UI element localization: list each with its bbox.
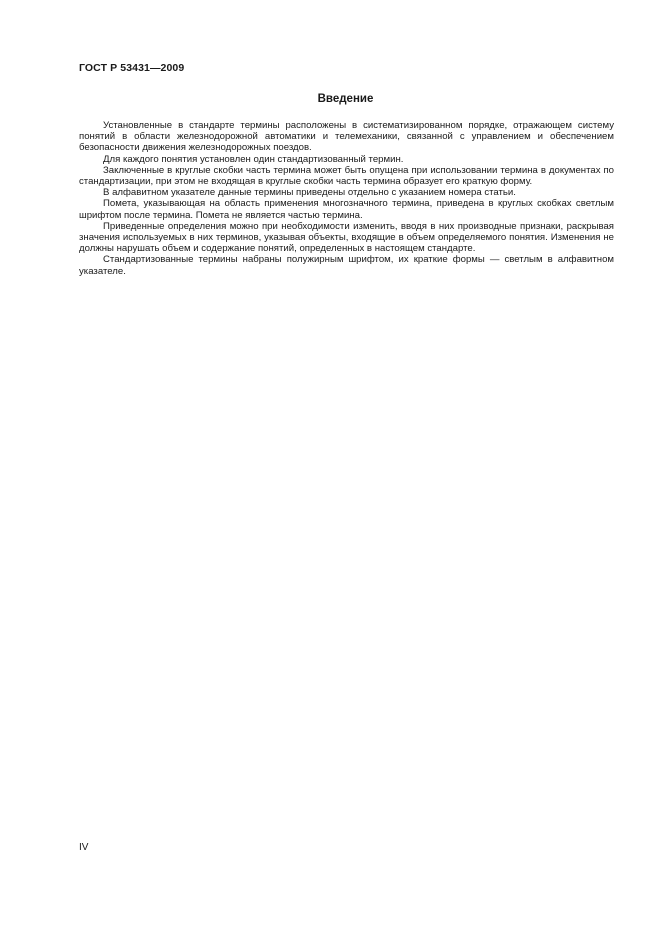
document-header: ГОСТ Р 53431—2009	[79, 62, 185, 74]
paragraph: Помета, указывающая на область применения многозначного термина, приведена в круглых скобках светлым шрифтом после термина. Помета не является частью термина.	[79, 198, 614, 221]
paragraph: Заключенные в круглые скобки часть термина может быть опущена при использовании термина в документах по стандартизации, при этом не входящая в круглые скобки часть термина образует его краткую форму.	[79, 164, 614, 188]
paragraph: Установленные в стандарте термины расположены в систематизированном порядке, отражающем систему понятий в области железнодорожной автоматики и телемеханики, связанной с управлением и обеспечением безопасности движения железнодорожных поездов.	[79, 120, 614, 154]
section-title: Введение	[317, 93, 374, 105]
body-text	[79, 120, 614, 277]
paragraph: Стандартизованные термины набраны полужирным шрифтом, их краткие формы — светлым в алфавитном указателе.	[79, 254, 614, 277]
paragraph: Приведенные определения можно при необходимости изменить, вводя в них производные признаки, раскрывая значения используемых в них терминов, указывая объекты, входящие в объем определяемого понятия. Изменения не должны нарушать объем и содержание понятий, определенных в настоящем стандарте.	[79, 220, 614, 255]
paragraph: Для каждого понятия установлен один стандартизованный термин.	[103, 153, 404, 165]
page-number: IV	[79, 842, 89, 853]
paragraph: В алфавитном указателе данные термины приведены отдельно с указанием номера статьи.	[103, 187, 516, 199]
